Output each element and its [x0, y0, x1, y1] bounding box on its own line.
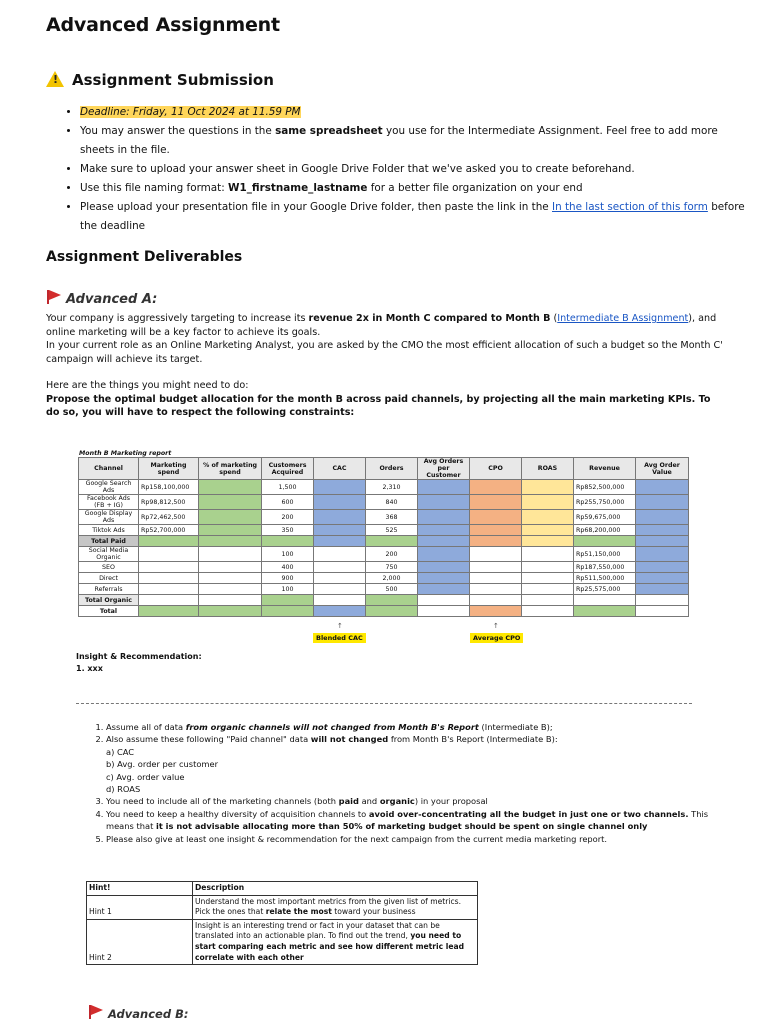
table-cell — [470, 595, 522, 606]
table-cell — [314, 584, 366, 595]
table-cell — [418, 547, 470, 562]
description-header: Description — [193, 882, 478, 896]
list-item: • Use this file naming format: W1_firstname_lastname for a better file organization on your end — [80, 179, 748, 198]
table-cell: Rp158,100,000 — [139, 480, 199, 495]
table-cell — [636, 562, 689, 573]
table-cell: 900 — [262, 573, 314, 584]
page-title: Advanced Assignment — [46, 14, 280, 36]
table-cell — [366, 536, 418, 547]
table-cell: Rp255,750,000 — [574, 495, 636, 510]
table-cell — [470, 510, 522, 525]
table-cell — [199, 562, 262, 573]
table-cell: Rp52,700,000 — [139, 525, 199, 536]
table-cell — [470, 536, 522, 547]
list-item: • Please upload your presentation file in your Google Drive folder, then paste the link in the In the last section of this form before the deadline — [80, 198, 748, 236]
table-cell: SEO — [79, 562, 139, 573]
table-cell: Referrals — [79, 584, 139, 595]
table-cell — [636, 525, 689, 536]
table-cell — [366, 595, 418, 606]
column-header: CAC — [314, 458, 366, 480]
table-cell — [314, 573, 366, 584]
table-cell — [522, 480, 574, 495]
table-row — [79, 547, 689, 562]
table-cell — [636, 547, 689, 562]
table-row — [79, 495, 689, 510]
table-cell: Rp98,812,500 — [139, 495, 199, 510]
list-item — [80, 103, 748, 122]
report-title: Month B Marketing report — [79, 450, 172, 457]
table-cell — [470, 606, 522, 617]
table-cell — [314, 510, 366, 525]
list-item: 5. Please also give at least one insight & recommendation for the next campaign from the current media marketing report. — [106, 833, 726, 845]
list-item: • You may answer the questions in the same spreadsheet you use for the Intermediate Assignment. Feel free to add more sheets in the file. — [80, 122, 748, 160]
advanced-a-heading: Advanced A: — [46, 290, 157, 307]
assumptions-list — [78, 721, 726, 845]
table-cell: 1,500 — [262, 480, 314, 495]
blended-cac-label: Blended CAC — [313, 633, 366, 643]
table-cell: Tiktok Ads — [79, 525, 139, 536]
warning-icon — [46, 71, 64, 87]
red-flag-icon — [88, 1005, 104, 1019]
table-cell — [139, 562, 199, 573]
table-cell: Rp59,675,000 — [574, 510, 636, 525]
column-header: Revenue — [574, 458, 636, 480]
table-cell — [314, 480, 366, 495]
table-cell — [574, 536, 636, 547]
column-header: Marketing spend — [139, 458, 199, 480]
column-header: Avg Order Value — [636, 458, 689, 480]
table-cell: Google Display Ads — [79, 510, 139, 525]
list-item: 2. Also assume these following "Paid channel" data will not changed from Month B's Report (Intermediate B): a) CAC b) Avg. order per customer c) Avg. order value d) ROAS — [106, 733, 726, 795]
table-cell: Rp852,500,000 — [574, 480, 636, 495]
table-cell: 200 — [262, 510, 314, 525]
table-cell: 2,310 — [366, 480, 418, 495]
table-cell — [522, 562, 574, 573]
column-header: Avg Orders per Customer — [418, 458, 470, 480]
table-cell — [636, 606, 689, 617]
column-header: Orders — [366, 458, 418, 480]
table-cell: Rp68,200,000 — [574, 525, 636, 536]
table-cell: 368 — [366, 510, 418, 525]
table-cell — [636, 495, 689, 510]
table-cell — [418, 510, 470, 525]
table-cell: Total — [79, 606, 139, 617]
form-link[interactable]: In the last section of this form — [552, 201, 708, 213]
table-cell — [574, 606, 636, 617]
table-cell: 100 — [262, 584, 314, 595]
table-cell — [139, 584, 199, 595]
submission-heading: !Assignment Submission — [46, 71, 274, 89]
table-cell: 840 — [366, 495, 418, 510]
table-cell — [636, 584, 689, 595]
table-cell — [139, 547, 199, 562]
arrow-up-icon: ↑ — [337, 622, 343, 630]
table-cell — [199, 525, 262, 536]
column-header: CPO — [470, 458, 522, 480]
table-row — [79, 510, 689, 525]
table-cell — [418, 584, 470, 595]
table-row: Hint 1 Understand the most important metrics from the given list of metrics. Pick the ones that relate the most toward your business — [87, 895, 478, 919]
table-cell — [522, 510, 574, 525]
average-cpo-label: Average CPO — [470, 633, 523, 643]
table-cell — [522, 595, 574, 606]
table-cell — [314, 562, 366, 573]
table-row — [79, 536, 689, 547]
table-cell — [199, 480, 262, 495]
table-cell — [199, 536, 262, 547]
table-cell — [199, 547, 262, 562]
table-cell — [262, 606, 314, 617]
table-row — [79, 573, 689, 584]
advanced-b-heading: Advanced B: — [88, 1005, 188, 1021]
table-cell — [470, 547, 522, 562]
table-row — [79, 480, 689, 495]
table-cell — [470, 584, 522, 595]
deliverables-heading: Assignment Deliverables — [46, 249, 243, 265]
column-header: Channel — [79, 458, 139, 480]
list-item: 1. Assume all of data from organic channels will not changed from Month B's Report (Intermediate B); — [106, 721, 726, 733]
table-cell: Rp25,575,000 — [574, 584, 636, 595]
intermediate-b-link[interactable]: Intermediate B Assignment — [557, 313, 689, 324]
table-cell: Facebook Ads (FB + IG) — [79, 495, 139, 510]
table-cell: Total Paid — [79, 536, 139, 547]
table-cell — [522, 584, 574, 595]
table-cell — [470, 495, 522, 510]
table-cell — [522, 495, 574, 510]
table-cell — [139, 536, 199, 547]
table-cell — [199, 573, 262, 584]
table-cell — [522, 536, 574, 547]
table-cell — [314, 525, 366, 536]
advanced-a-intro: Your company is aggressively targeting to increase its revenue 2x in Month C compared to Month B (Intermediate B Assignment), and online marketing will be a key factor to achieve its goals. In your current role as an Online Marketing Analyst, you are asked by the CMO the most efficient allocation of such a budget so the Month C' campaign will achieve its target. — [46, 313, 723, 365]
table-cell: Google Search Ads — [79, 480, 139, 495]
table-cell: 2,000 — [366, 573, 418, 584]
table-cell — [636, 573, 689, 584]
table-header-row — [79, 458, 689, 480]
table-cell — [470, 480, 522, 495]
table-row — [79, 562, 689, 573]
table-row — [79, 595, 689, 606]
table-cell — [418, 606, 470, 617]
list-item: 4. You need to keep a healthy diversity of acquisition channels to avoid over-concentrating all the budget in just one or two channels. This means that it is not advisable allocating more than 50% of marketing budget should be spent on single channel only — [106, 808, 726, 833]
table-cell — [314, 547, 366, 562]
hints-table — [86, 881, 478, 965]
divider — [76, 703, 692, 704]
table-cell — [199, 584, 262, 595]
table-cell: 400 — [262, 562, 314, 573]
table-cell — [522, 606, 574, 617]
marketing-report-table — [78, 457, 689, 617]
table-cell — [636, 536, 689, 547]
submission-list — [58, 103, 748, 236]
table-cell — [470, 525, 522, 536]
table-row — [79, 606, 689, 617]
table-cell: 750 — [366, 562, 418, 573]
table-cell — [636, 480, 689, 495]
table-cell: Total Organic — [79, 595, 139, 606]
table-cell — [522, 525, 574, 536]
table-cell — [636, 510, 689, 525]
table-cell: 525 — [366, 525, 418, 536]
table-cell — [418, 573, 470, 584]
table-cell: 200 — [366, 547, 418, 562]
insight-section: Insight & Recommendation: 1. xxx — [76, 652, 202, 673]
table-cell: 350 — [262, 525, 314, 536]
table-cell — [199, 595, 262, 606]
table-cell — [470, 562, 522, 573]
table-cell — [262, 595, 314, 606]
arrow-up-icon: ↑ — [493, 622, 499, 630]
column-header: % of marketing spend — [199, 458, 262, 480]
table-cell — [139, 573, 199, 584]
table-cell — [470, 573, 522, 584]
table-row: Hint 2 Insight is an interesting trend or fact in your dataset that can be translated into an actionable plan. To find out the trend, you need to start comparing each metric and see how different metric lead correlate with each other — [87, 919, 478, 964]
table-cell — [366, 606, 418, 617]
table-cell: 600 — [262, 495, 314, 510]
table-cell: Rp511,500,000 — [574, 573, 636, 584]
table-cell — [418, 536, 470, 547]
table-cell — [314, 495, 366, 510]
table-cell — [418, 495, 470, 510]
table-cell: 500 — [366, 584, 418, 595]
table-cell — [262, 536, 314, 547]
hint-header: Hint! — [87, 882, 193, 896]
table-row — [79, 584, 689, 595]
table-cell: Direct — [79, 573, 139, 584]
table-cell — [139, 606, 199, 617]
table-cell — [314, 536, 366, 547]
table-cell — [418, 595, 470, 606]
table-cell — [636, 595, 689, 606]
table-cell: Social Media Organic — [79, 547, 139, 562]
table-cell: Rp187,550,000 — [574, 562, 636, 573]
deadline-highlight: Deadline: Friday, 11 Oct 2024 at 11.59 PM — [80, 106, 301, 118]
table-cell: Rp51,150,000 — [574, 547, 636, 562]
table-cell — [522, 573, 574, 584]
table-cell — [418, 480, 470, 495]
table-cell: Rp72,462,500 — [139, 510, 199, 525]
column-header: ROAS — [522, 458, 574, 480]
table-row — [79, 525, 689, 536]
advanced-a-task: Here are the things you might need to do: Propose the optimal budget allocation for the month B across paid channels, by projecting all the main marketing KPIs. To do so, you will have to respect the following constraints: — [46, 380, 711, 418]
column-header: Customers Acquired — [262, 458, 314, 480]
list-item: 3. You need to include all of the marketing channels (both paid and organic) in your proposal — [106, 795, 726, 807]
table-cell — [199, 606, 262, 617]
table-cell — [522, 547, 574, 562]
list-item: • Make sure to upload your answer sheet in Google Drive Folder that we've asked you to create beforehand. — [80, 160, 748, 179]
table-cell — [314, 595, 366, 606]
table-cell — [199, 510, 262, 525]
table-cell: 100 — [262, 547, 314, 562]
table-cell — [418, 525, 470, 536]
red-flag-icon — [46, 290, 62, 304]
table-cell — [314, 606, 366, 617]
table-cell — [418, 562, 470, 573]
table-cell — [199, 495, 262, 510]
table-cell — [574, 595, 636, 606]
table-cell — [139, 595, 199, 606]
